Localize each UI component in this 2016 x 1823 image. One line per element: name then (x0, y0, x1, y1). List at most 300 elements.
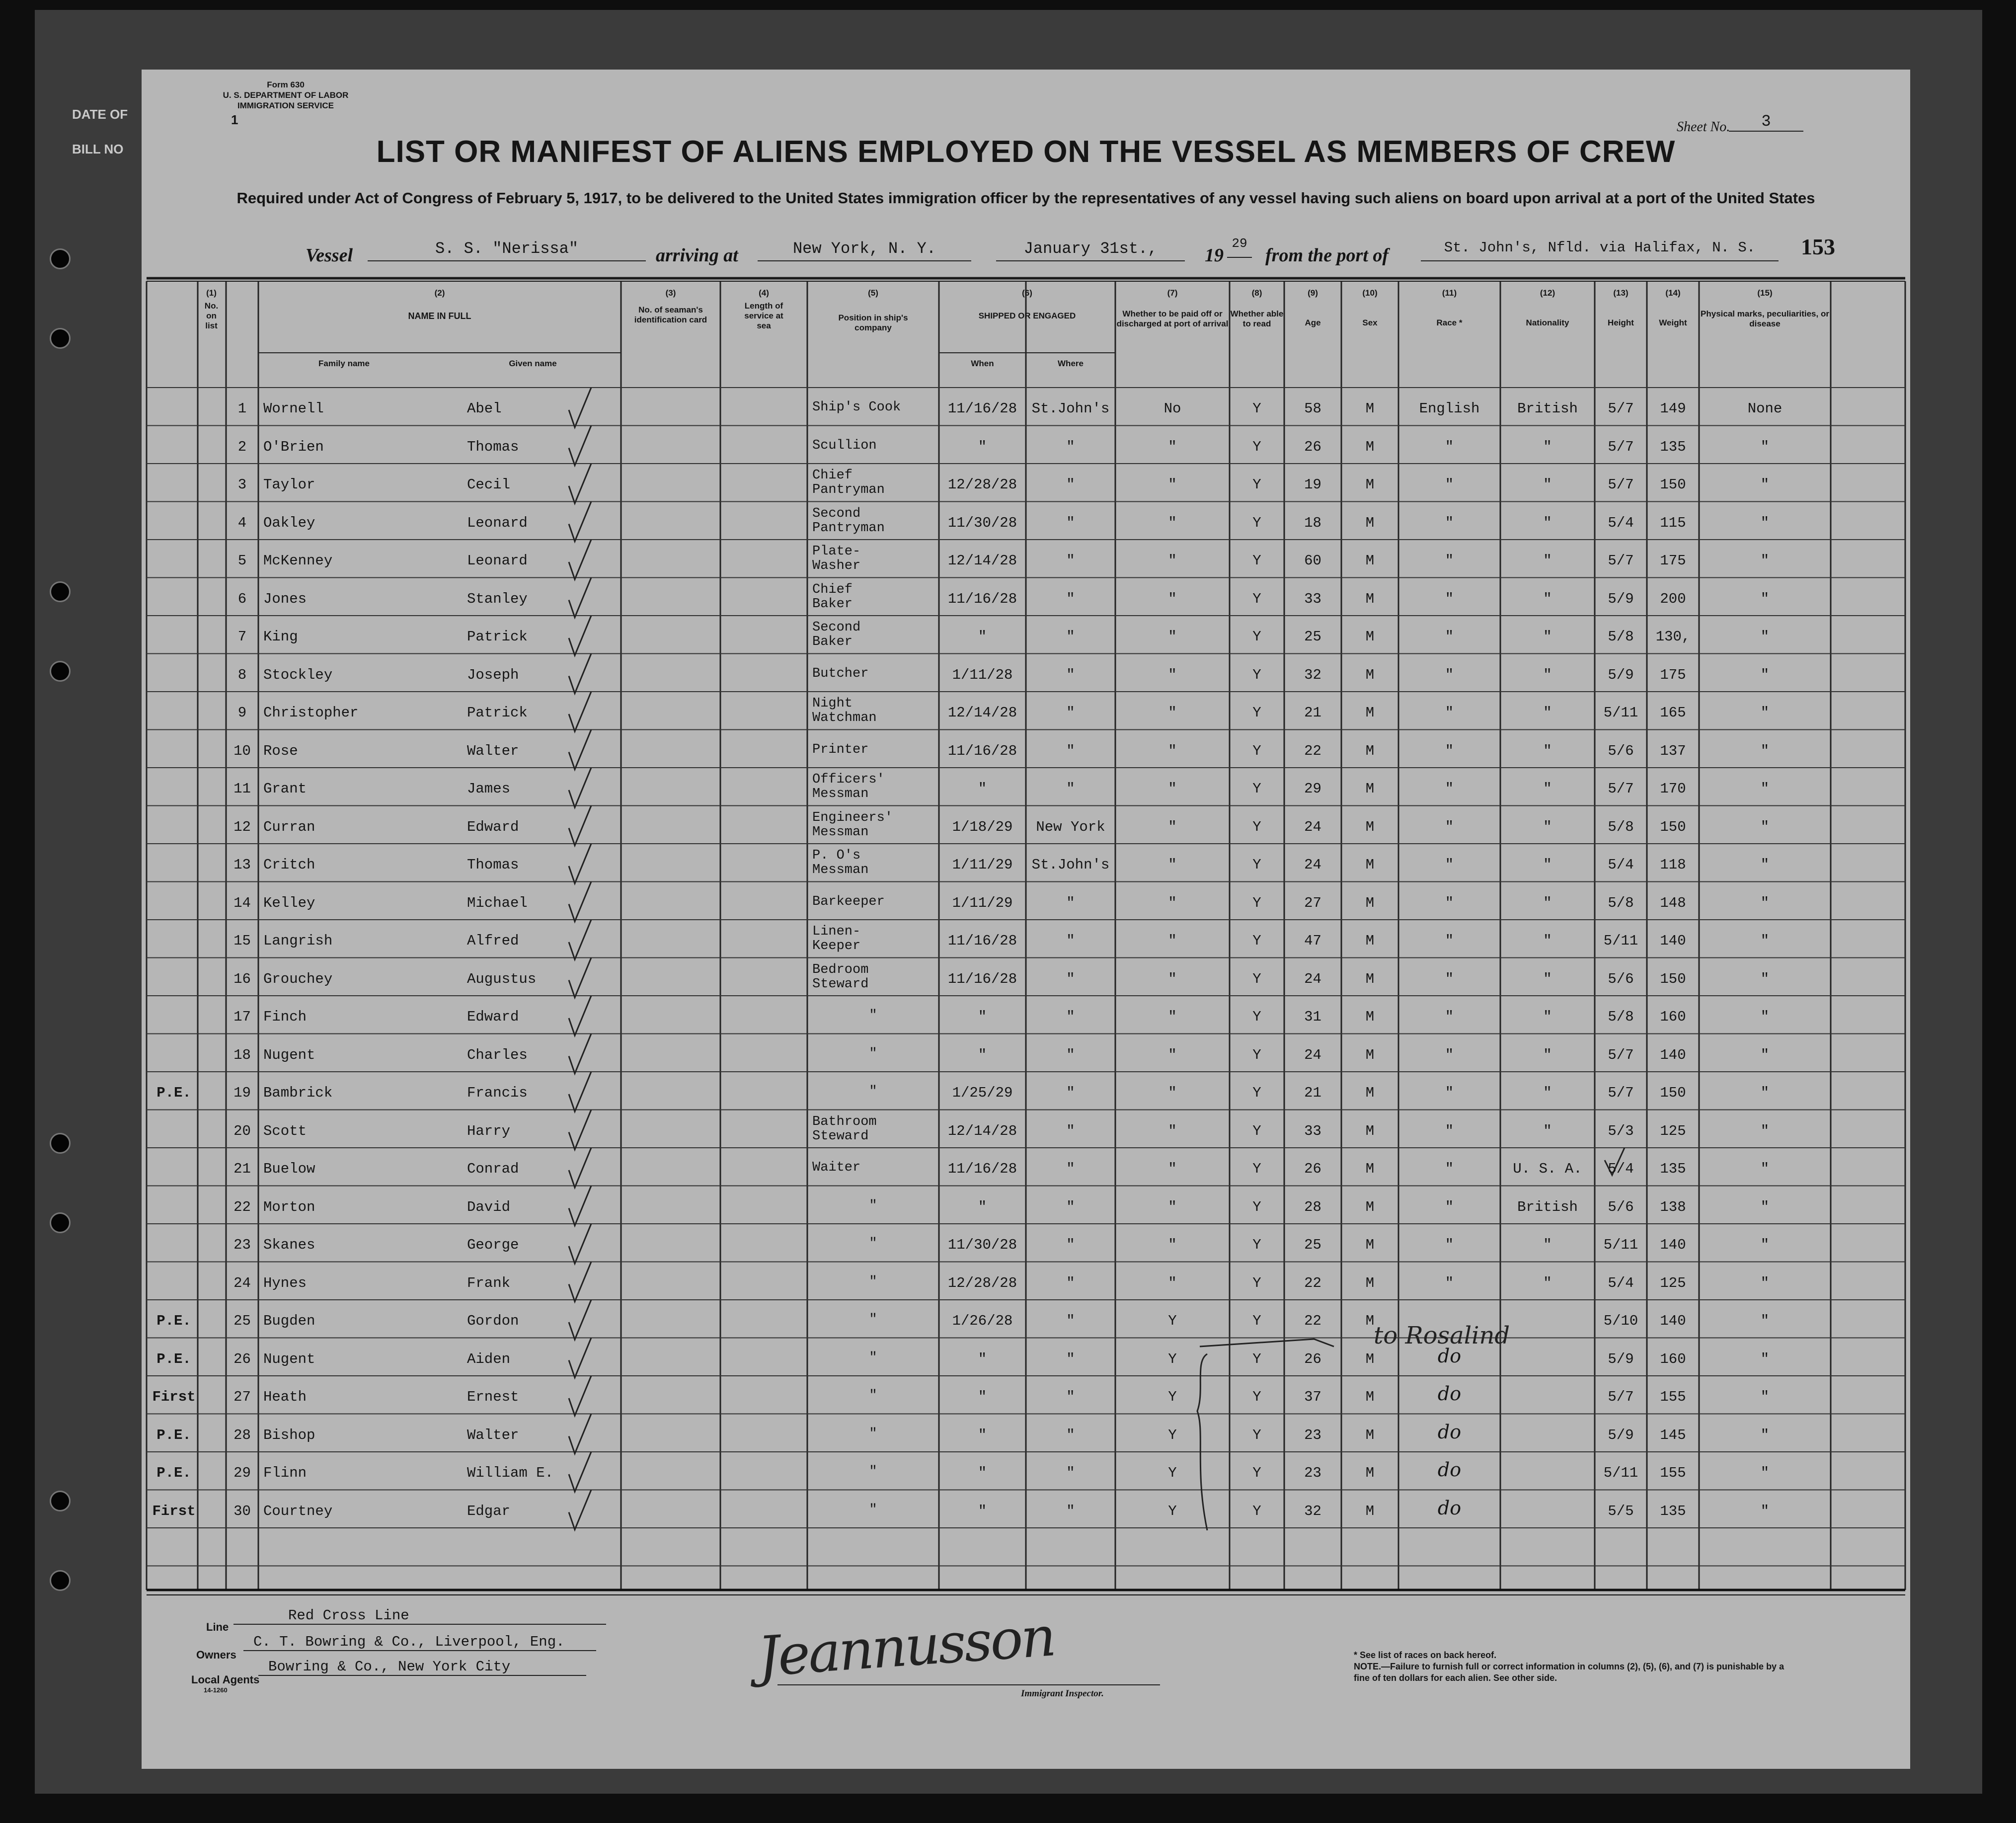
family-name: Bugden (263, 1313, 315, 1329)
race: do (1437, 1383, 1462, 1405)
sex: M (1365, 1198, 1375, 1215)
table-row (142, 692, 1910, 730)
race: " (1445, 1237, 1454, 1253)
manifest-sheet (142, 70, 1910, 1769)
race: " (1445, 1009, 1454, 1025)
able-to-read: Y (1252, 666, 1261, 683)
col-header-height (1595, 288, 1647, 328)
shipped-where: " (1066, 1350, 1075, 1367)
weight: 135 (1660, 438, 1686, 455)
weight: 137 (1660, 742, 1686, 759)
col-num: (8) (1251, 288, 1262, 298)
shipped-where: " (1066, 933, 1075, 949)
family-name: Hynes (263, 1274, 307, 1291)
position: Scullion (812, 438, 877, 453)
race: " (1445, 894, 1454, 911)
given-name: Augustus (467, 970, 537, 987)
sex: M (1365, 438, 1375, 455)
shipped-where: " (1066, 1274, 1075, 1291)
physical-marks: " (1760, 970, 1770, 987)
col-header-when: When (971, 359, 994, 368)
height: 5/10 (1603, 1313, 1638, 1329)
year-prefix: 19 (1205, 245, 1224, 266)
sex: M (1365, 1313, 1375, 1329)
weight: 200 (1660, 590, 1686, 607)
col-header-read (1230, 288, 1284, 329)
shipped-where: " (1066, 1237, 1075, 1253)
able-to-read: Y (1252, 629, 1261, 645)
race: do (1437, 1459, 1462, 1481)
age: 26 (1304, 1161, 1321, 1177)
shipped-when: 11/30/28 (947, 514, 1017, 531)
row-side-note: P.E. (156, 1350, 191, 1367)
sex: M (1365, 1389, 1375, 1405)
col-num: (15) (1757, 288, 1773, 298)
position: Butcher (812, 666, 869, 681)
binder-hole-icon (50, 1133, 71, 1154)
row-number: 21 (233, 1161, 251, 1177)
col-header-where: Where (1058, 359, 1084, 368)
row-number: 18 (233, 1046, 251, 1063)
family-name: O'Brien (263, 438, 324, 455)
physical-marks: " (1760, 781, 1770, 797)
race: " (1445, 438, 1454, 455)
physical-marks: " (1760, 1237, 1770, 1253)
shipped-where: " (1066, 781, 1075, 797)
family-name: King (263, 629, 298, 645)
col-num: (2) (434, 288, 445, 298)
age: 37 (1304, 1389, 1321, 1405)
given-name: William E. (467, 1465, 554, 1481)
shipped-when: 11/16/28 (947, 742, 1017, 759)
departure-port: St. John's, Nfld. via Halifax, N. S. (1421, 239, 1779, 261)
table-row (142, 578, 1910, 616)
given-name: Joseph (467, 666, 519, 683)
position: " (869, 1464, 877, 1479)
family-name: Bishop (263, 1427, 315, 1443)
row-number: 5 (237, 553, 247, 569)
physical-marks: " (1760, 1161, 1770, 1177)
height: 5/6 (1608, 742, 1634, 759)
sex: M (1365, 590, 1375, 607)
form-department: U. S. DEPARTMENT OF LABOR (223, 90, 349, 100)
height: 5/8 (1608, 1009, 1634, 1025)
position: P. O's Messman (812, 848, 869, 877)
shipped-where: " (1066, 1503, 1075, 1519)
row-number: 8 (237, 666, 247, 683)
row-number: 28 (233, 1427, 251, 1443)
shipped-when: 1/18/29 (952, 818, 1013, 835)
shipped-where: " (1066, 1313, 1075, 1329)
physical-marks: " (1760, 1389, 1770, 1405)
able-to-read: Y (1252, 438, 1261, 455)
col-label: Age (1305, 318, 1321, 327)
family-name: Rose (263, 742, 298, 759)
shipped-when: " (978, 438, 987, 455)
inspector-signature: Jeannusson (756, 1604, 1057, 1689)
paid-off: Y (1168, 1427, 1177, 1443)
nationality: " (1543, 590, 1552, 607)
physical-marks: None (1747, 400, 1783, 417)
shipped-when: " (978, 1046, 987, 1063)
table-row (142, 844, 1910, 882)
shipped-where: " (1066, 894, 1075, 911)
race: English (1419, 400, 1480, 417)
nationality: " (1543, 553, 1552, 569)
family-name: Taylor (263, 476, 315, 493)
form-service: IMMIGRATION SERVICE (237, 101, 334, 110)
table-row (142, 1034, 1910, 1072)
agents-code: 14-1260 (204, 1686, 228, 1694)
signature-line (777, 1684, 1160, 1685)
height: 5/7 (1608, 476, 1634, 493)
race: " (1445, 476, 1454, 493)
height: 5/11 (1603, 1465, 1638, 1481)
binder-hole-icon (50, 1570, 71, 1591)
family-name: Morton (263, 1198, 315, 1215)
arrival-date: January 31st., (996, 239, 1185, 261)
able-to-read: Y (1252, 1274, 1261, 1291)
sex: M (1365, 1122, 1375, 1139)
paid-off: " (1168, 933, 1177, 949)
height: 5/7 (1608, 438, 1634, 455)
age: 22 (1304, 1313, 1321, 1329)
weight: 160 (1660, 1009, 1686, 1025)
physical-marks: " (1760, 629, 1770, 645)
position: Engineers' Messman (812, 810, 893, 840)
age: 32 (1304, 666, 1321, 683)
sex: M (1365, 705, 1375, 721)
row-number: 4 (237, 514, 247, 531)
nationality: " (1543, 1274, 1552, 1291)
weight: 145 (1660, 1427, 1686, 1443)
able-to-read: Y (1252, 1161, 1261, 1177)
race: " (1445, 742, 1454, 759)
shipped-when: 12/14/28 (947, 553, 1017, 569)
page-number: 153 (1801, 234, 1835, 259)
col-header-age (1284, 288, 1341, 328)
position: Officers' Messman (812, 772, 885, 801)
table-row (142, 1300, 1910, 1338)
table-row (142, 996, 1910, 1034)
paid-off: " (1168, 742, 1177, 759)
sex: M (1365, 781, 1375, 797)
height: 5/9 (1608, 666, 1634, 683)
age: 58 (1304, 400, 1321, 417)
paid-off: " (1168, 1122, 1177, 1139)
row-number: 30 (233, 1503, 251, 1519)
position: " (869, 1084, 877, 1099)
shipped-when: " (978, 1427, 987, 1443)
table-row (142, 464, 1910, 502)
nationality: " (1543, 705, 1552, 721)
paid-off: " (1168, 857, 1177, 873)
age: 21 (1304, 1085, 1321, 1101)
shipped-when: " (978, 629, 987, 645)
race: do (1437, 1345, 1462, 1367)
vessel-label: Vessel (306, 245, 353, 266)
col-num: (4) (759, 288, 769, 298)
form-mark: 1 (231, 112, 238, 127)
family-name: Jones (263, 590, 307, 607)
shipped-where: " (1066, 514, 1075, 531)
age: 24 (1304, 857, 1321, 873)
shipped-where: " (1066, 438, 1075, 455)
shipped-when: 11/30/28 (947, 1237, 1017, 1253)
given-name: Abel (467, 400, 502, 417)
sex: M (1365, 1427, 1375, 1443)
paid-off: Y (1168, 1313, 1177, 1329)
paid-off: " (1168, 1161, 1177, 1177)
fine-note: NOTE.—Failure to furnish full or correct information in columns (2), (5), (6), and (7) is punishable by a fine of ten dollars for each alien. See other side. (1354, 1662, 1784, 1683)
physical-marks: " (1760, 742, 1770, 759)
col-header-nationality (1500, 288, 1595, 328)
col-header-family: Family name (318, 359, 370, 368)
nationality: " (1543, 894, 1552, 911)
nationality: " (1543, 629, 1552, 645)
given-name: Ernest (467, 1389, 519, 1405)
shipped-when: " (978, 1465, 987, 1481)
family-name: Scott (263, 1122, 307, 1139)
sex: M (1365, 1237, 1375, 1253)
family-name: Heath (263, 1389, 307, 1405)
given-name: Leonard (467, 553, 528, 569)
nationality: U. S. A. (1513, 1161, 1582, 1177)
race: " (1445, 1122, 1454, 1139)
row-side-note: First (152, 1503, 196, 1519)
age: 32 (1304, 1503, 1321, 1519)
able-to-read: Y (1252, 1085, 1261, 1101)
col-label: No. of seaman's identification card (634, 305, 707, 324)
nationality: " (1543, 1046, 1552, 1063)
shipped-when: " (978, 1389, 987, 1405)
line-label: Line (206, 1621, 229, 1633)
height: 5/7 (1608, 1085, 1634, 1101)
position: Plate- Washer (812, 544, 861, 573)
shipped-where: " (1066, 590, 1075, 607)
shipped-when: 1/26/28 (952, 1313, 1013, 1329)
arrival-year: 29 (1227, 236, 1252, 258)
race: " (1445, 666, 1454, 683)
position: " (869, 1426, 877, 1441)
physical-marks: " (1760, 514, 1770, 531)
able-to-read: Y (1252, 933, 1261, 949)
shipped-where: " (1066, 1122, 1075, 1139)
sex: M (1365, 514, 1375, 531)
shipped-when: 11/16/28 (947, 590, 1017, 607)
race: " (1445, 970, 1454, 987)
col-num: (1) (206, 288, 217, 298)
table-row (142, 1110, 1910, 1148)
able-to-read: Y (1252, 400, 1261, 417)
able-to-read: Y (1252, 1198, 1261, 1215)
position: " (869, 1008, 877, 1023)
able-to-read: Y (1252, 818, 1261, 835)
nationality: " (1543, 933, 1552, 949)
position: Second Baker (812, 620, 861, 649)
row-number: 23 (233, 1237, 251, 1253)
nationality: " (1543, 742, 1552, 759)
height: 5/11 (1603, 933, 1638, 949)
sex: M (1365, 1046, 1375, 1063)
col-label: No. on list (204, 301, 219, 330)
position: Ship's Cook (812, 400, 901, 415)
physical-marks: " (1760, 1009, 1770, 1025)
physical-marks: " (1760, 1427, 1770, 1443)
col-label: Length of service at sea (744, 301, 783, 330)
shipped-where: " (1066, 1161, 1075, 1177)
given-name: James (467, 781, 511, 797)
able-to-read: Y (1252, 970, 1261, 987)
paid-off: Y (1168, 1465, 1177, 1481)
col-label: NAME IN FULL (408, 311, 471, 321)
weight: 140 (1660, 1237, 1686, 1253)
family-name: Grouchey (263, 970, 333, 987)
col-num: (5) (868, 288, 878, 298)
col-header-marks (1699, 288, 1831, 329)
sex: M (1365, 666, 1375, 683)
col-header-shipped (939, 288, 1115, 321)
shipped-where: " (1066, 666, 1075, 683)
physical-marks: " (1760, 1085, 1770, 1101)
row-number: 17 (233, 1009, 251, 1025)
weight: 148 (1660, 894, 1686, 911)
row-number: 13 (233, 857, 251, 873)
able-to-read: Y (1252, 1427, 1261, 1443)
position: " (869, 1236, 877, 1251)
nationality: " (1543, 666, 1552, 683)
age: 31 (1304, 1009, 1321, 1025)
height: 5/5 (1608, 1503, 1634, 1519)
table-row (142, 1224, 1910, 1262)
able-to-read: Y (1252, 781, 1261, 797)
sex: M (1365, 1465, 1375, 1481)
position: " (869, 1046, 877, 1061)
row-number: 16 (233, 970, 251, 987)
position: Barkeeper (812, 894, 885, 909)
age: 21 (1304, 705, 1321, 721)
weight: 150 (1660, 970, 1686, 987)
able-to-read: Y (1252, 514, 1261, 531)
row-number: 26 (233, 1350, 251, 1367)
family-name: Courtney (263, 1503, 333, 1519)
age: 24 (1304, 818, 1321, 835)
sex: M (1365, 1161, 1375, 1177)
row-number: 14 (233, 894, 251, 911)
physical-marks: " (1760, 705, 1770, 721)
col-num: (7) (1167, 288, 1178, 298)
table-row (142, 958, 1910, 996)
row-side-note: P.E. (156, 1465, 191, 1481)
shipped-when: " (978, 1009, 987, 1025)
age: 26 (1304, 438, 1321, 455)
able-to-read: Y (1252, 1313, 1261, 1329)
height: 5/11 (1603, 705, 1638, 721)
weight: 175 (1660, 553, 1686, 569)
row-number: 7 (237, 629, 247, 645)
height: 5/4 (1608, 857, 1634, 873)
physical-marks: " (1760, 1465, 1770, 1481)
paid-off: " (1168, 438, 1177, 455)
paid-off: " (1168, 553, 1177, 569)
age: 22 (1304, 1274, 1321, 1291)
nationality: " (1543, 857, 1552, 873)
age: 18 (1304, 514, 1321, 531)
row-number: 22 (233, 1198, 251, 1215)
family-name: Wornell (263, 400, 324, 417)
position: Waiter (812, 1160, 861, 1175)
weight: 175 (1660, 666, 1686, 683)
margin-note: BILL NO (72, 142, 124, 157)
col-num: (11) (1442, 288, 1457, 298)
shipped-where: " (1066, 970, 1075, 987)
able-to-read: Y (1252, 1503, 1261, 1519)
physical-marks: " (1760, 1122, 1770, 1139)
binder-hole-icon (50, 581, 71, 602)
row-number: 12 (233, 818, 251, 835)
shipped-where: " (1066, 1389, 1075, 1405)
col-label: Race * (1436, 318, 1463, 327)
table-row (142, 882, 1910, 920)
given-name: Cecil (467, 476, 511, 493)
col-label: Position in ship's company (838, 313, 908, 332)
height: 5/7 (1608, 781, 1634, 797)
height: 5/9 (1608, 1350, 1634, 1367)
age: 22 (1304, 742, 1321, 759)
physical-marks: " (1760, 553, 1770, 569)
shipped-where: " (1066, 553, 1075, 569)
weight: 150 (1660, 476, 1686, 493)
paid-off: " (1168, 781, 1177, 797)
race: " (1445, 1274, 1454, 1291)
able-to-read: Y (1252, 857, 1261, 873)
row-number: 11 (233, 781, 251, 797)
col-num: (10) (1362, 288, 1378, 298)
race: " (1445, 1085, 1454, 1101)
age: 19 (1304, 476, 1321, 493)
given-name: Edgar (467, 1503, 511, 1519)
height: 5/7 (1608, 1046, 1634, 1063)
paid-off: " (1168, 1237, 1177, 1253)
page-subtitle: Required under Act of Congress of February 5, 1917, to be delivered to the United States immigration officer by the representatives of any vessel having such aliens on board upon arrival at a port of the United States (236, 189, 1815, 207)
able-to-read: Y (1252, 705, 1261, 721)
position: Night Watchman (812, 696, 877, 725)
race: " (1445, 590, 1454, 607)
sex: M (1365, 553, 1375, 569)
position: Bedroom Steward (812, 962, 869, 992)
line-value: Red Cross Line (233, 1607, 606, 1625)
sex: M (1365, 970, 1375, 987)
weight: 118 (1660, 857, 1686, 873)
given-name: Gordon (467, 1313, 519, 1329)
col-header-position (807, 288, 939, 333)
age: 24 (1304, 970, 1321, 987)
sex: M (1365, 400, 1375, 417)
height: 5/4 (1608, 514, 1634, 531)
weight: 150 (1660, 818, 1686, 835)
paid-off: " (1168, 514, 1177, 531)
shipped-where: " (1066, 1085, 1075, 1101)
weight: 150 (1660, 1085, 1686, 1101)
sex: M (1365, 629, 1375, 645)
binder-hole-icon (50, 328, 71, 349)
race: " (1445, 818, 1454, 835)
row-number: 20 (233, 1122, 251, 1139)
height: 5/7 (1608, 553, 1634, 569)
given-name: Frank (467, 1274, 511, 1291)
shipped-where: " (1066, 476, 1075, 493)
weight: 135 (1660, 1161, 1686, 1177)
